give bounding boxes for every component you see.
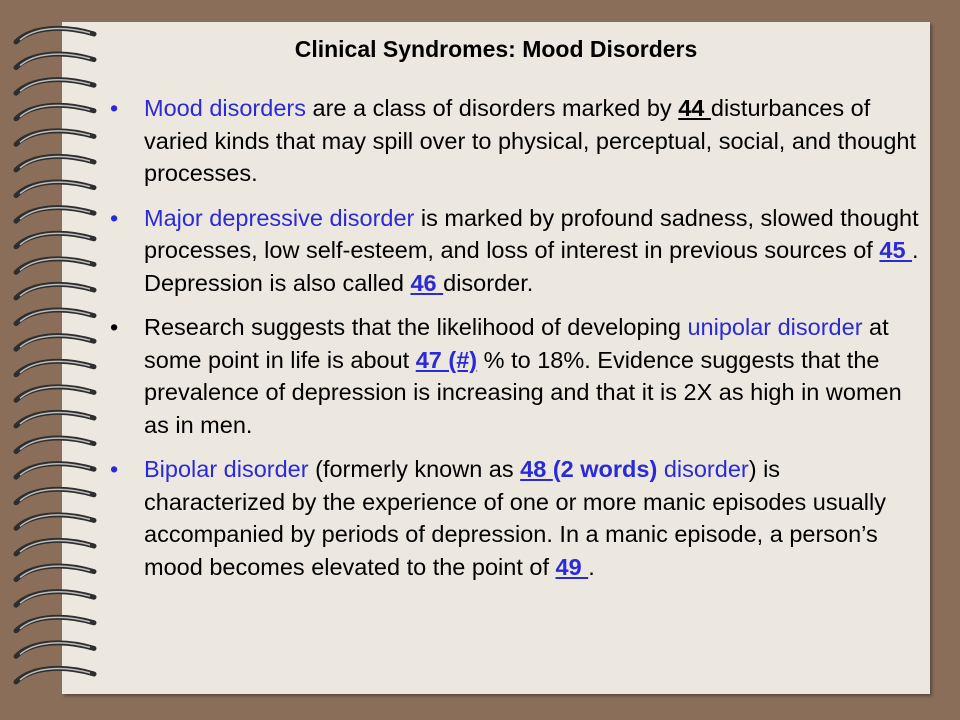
- bullet-dot: •: [110, 456, 119, 482]
- bullet-dot: •: [110, 95, 119, 121]
- slide-title: Clinical Syndromes: Mood Disorders: [294, 36, 698, 62]
- spiral-binding: [0, 0, 110, 720]
- blank-49: 49: [555, 553, 589, 580]
- blank-48: 48: [520, 456, 553, 482]
- text: .: [588, 553, 595, 580]
- hint-2-words: (2 words): [552, 456, 658, 482]
- term-mood-disorders: Mood disorders: [144, 95, 306, 121]
- bullet-unipolar: [106, 311, 926, 441]
- bullet-dot: •: [110, 204, 119, 231]
- blank-47: 47 (#): [415, 346, 478, 373]
- text: disorder.: [443, 269, 534, 296]
- text: ) is characterized by the experience of one or more manic episodes usually accompanied by periods of depression. In a manic episode, a person’s mood becomes elevated to the point of: [144, 456, 886, 580]
- blank-45: 45: [879, 237, 913, 263]
- blank-46: 46: [410, 269, 444, 296]
- bullet-dot: •: [110, 314, 119, 340]
- text: is marked by profound sadness, slowed thought processes, low self-esteem, and loss of interest in previous sources of: [144, 204, 919, 263]
- bullet-mood-disorders: [106, 92, 926, 190]
- term-disorder: disorder: [657, 456, 749, 482]
- term-major-depressive-disorder: Major depressive disorder: [144, 204, 415, 231]
- text: at some point in life is about: [144, 314, 889, 373]
- text: (formerly known as: [308, 456, 521, 482]
- text: disturbances of varied kinds that may spill over to physical, perceptual, social, and thought processes.: [144, 95, 917, 186]
- bullet-bipolar: [106, 453, 926, 583]
- blank-44: 44: [678, 95, 711, 121]
- term-unipolar-disorder: unipolar disorder: [687, 314, 863, 340]
- text: . Depression is also called: [144, 237, 919, 296]
- bullet-major-depressive: [106, 202, 926, 300]
- text: % to 18%. Evidence suggests that the prevalence of depression is increasing and that it is 2X as high in women as in men.: [144, 346, 902, 438]
- term-bipolar-disorder: Bipolar disorder: [144, 456, 309, 482]
- text: are a class of disorders marked by: [305, 95, 679, 121]
- bullet-list: [106, 92, 926, 595]
- text: Research suggests that the likelihood of developing: [144, 314, 688, 340]
